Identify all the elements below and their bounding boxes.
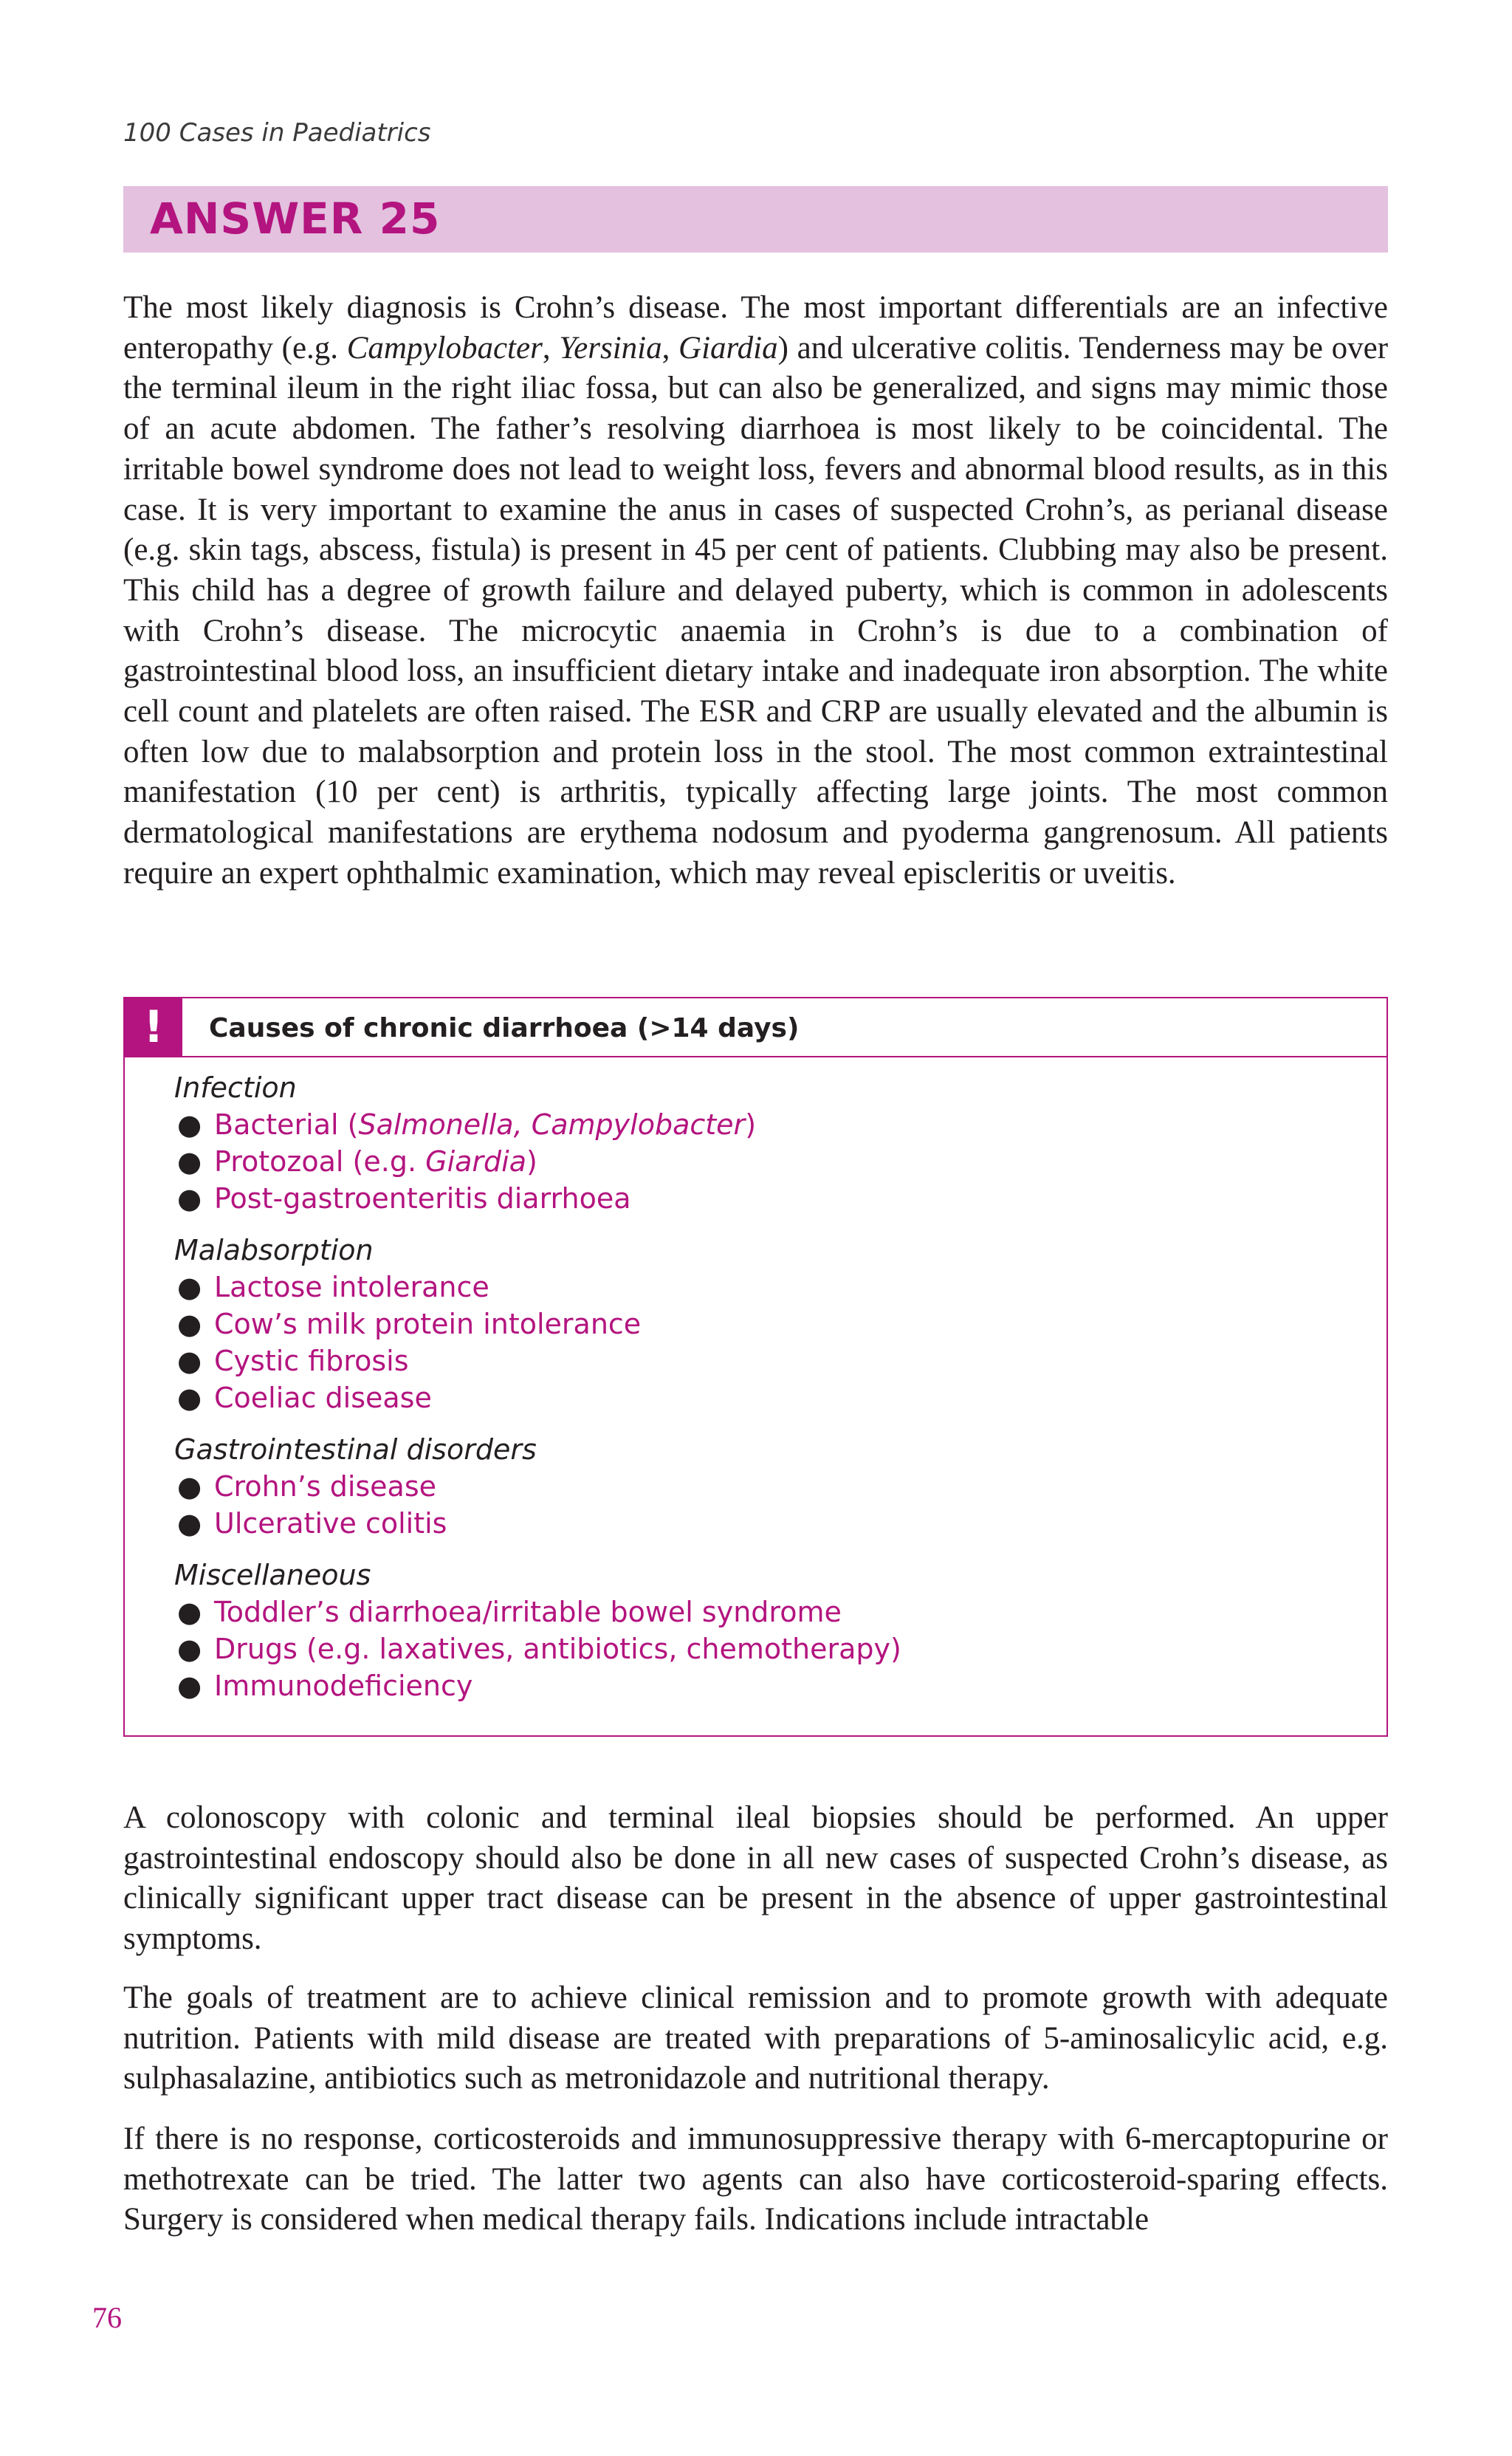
cause-item-italic: Giardia — [425, 1145, 527, 1178]
cause-item-after: ) — [745, 1108, 757, 1141]
bullet-icon: ● — [177, 1308, 202, 1340]
cause-list-item — [174, 1180, 901, 1217]
cause-list-item — [174, 1667, 901, 1704]
cause-group-heading: Infection — [174, 1071, 297, 1104]
cause-group-heading: Gastrointestinal disorders — [174, 1433, 537, 1466]
cause-item-text: Cystic fibrosis — [214, 1345, 409, 1377]
para1-text-c: , — [662, 330, 679, 366]
causes-box-title: Causes of chronic diarrhoea (>14 days) — [209, 1013, 800, 1043]
causes-box — [123, 997, 1388, 1737]
cause-item-text: Cow’s milk protein intolerance — [214, 1308, 642, 1340]
para1-italic-yersinia: Yersinia — [559, 330, 662, 366]
causes-box-body — [174, 1069, 901, 1719]
paragraph-diagnosis — [123, 288, 1388, 894]
cause-item-text: Protozoal (e.g. — [214, 1145, 426, 1178]
bullet-icon: ● — [177, 1633, 202, 1665]
exclamation-icon: ! — [125, 998, 182, 1056]
cause-item-text: Post-gastroenteritis diarrhoea — [214, 1182, 631, 1215]
para1-text-b: , — [542, 330, 560, 366]
cause-item-text: Ulcerative colitis — [214, 1507, 447, 1540]
cause-list-item — [174, 1306, 901, 1342]
paragraph-colonoscopy: A colonoscopy with colonic and terminal ileal biopsies should be performed. An upper gastrointestinal endoscopy should also be done in all new cases of suspected Crohn’s disease, as clinically significant upper tract disease can be present in the absence of upper gastrointestinal symptoms. — [123, 1800, 1388, 1957]
cause-item-text: Toddler’s diarrhoea/irritable bowel syndrome — [214, 1596, 842, 1628]
bullet-icon: ● — [177, 1345, 202, 1377]
cause-item-text: Lactose intolerance — [214, 1271, 489, 1303]
para1-italic-giardia: Giardia — [678, 330, 778, 366]
cause-group — [174, 1431, 901, 1542]
paragraph-treatment-goals: The goals of treatment are to achieve clinical remission and to promote growth with adequate nutrition. Patients with mild disease are treated with preparations of 5-aminosalicylic acid, e.g. sulphasalazine, antibiotics such as metronidazole and nutritional therapy. — [123, 1980, 1388, 2096]
bullet-icon: ● — [177, 1670, 202, 1702]
running-head: 100 Cases in Paediatrics — [123, 118, 431, 148]
page-number: 76 — [92, 2301, 122, 2334]
paragraph-no-response: If there is no response, corticosteroids and immunosuppressive therapy with 6-mercaptopurine or methotrexate can be tried. The latter two agents can also have corticosteroid-sparing effects. Surgery is considered when medical therapy fails. Indications include intractable — [123, 2121, 1388, 2237]
cause-group — [174, 1232, 901, 1416]
bullet-icon: ● — [177, 1182, 202, 1215]
cause-item-text: Immunodeficiency — [214, 1670, 473, 1702]
cause-list-item — [174, 1106, 901, 1143]
cause-list-item — [174, 1505, 901, 1542]
bullet-icon: ● — [177, 1596, 202, 1628]
bullet-icon: ● — [177, 1145, 202, 1178]
bullet-icon: ● — [177, 1507, 202, 1540]
cause-list-item — [174, 1143, 901, 1180]
cause-list-item — [174, 1342, 901, 1379]
cause-list — [174, 1106, 901, 1217]
cause-item-text: Crohn’s disease — [214, 1470, 437, 1503]
bullet-icon: ● — [177, 1470, 202, 1503]
para1-text-a: The most likely diagnosis is Crohn’s disease. The most important differentials are an infective enteropathy (e.g. — [123, 290, 1388, 366]
cause-item-text: Coeliac disease — [214, 1382, 432, 1414]
cause-list — [174, 1269, 901, 1416]
para1-text-d: ) and ulcerative colitis. Tenderness may be over the terminal ileum in the right iliac fossa, but can also be generalized, and signs may mimic those of an acute abdomen. The father’s resolving diarrhoea is most likely to be coincidental. The irritable bowel syndrome does not lead to weight loss, fevers and abnormal blood results, as in this case. It is very important to examine the anus in cases of suspected Crohn’s, as perianal disease (e.g. skin tags, abscess, fistula) is present in 45 per cent of patients. Clubbing may also be present. This child has a degree of growth failure and delayed puberty, which is common in adolescents with Crohn’s disease. The microcytic anaemia in Crohn’s is due to a combination of gastrointestinal blood loss, an insufficient dietary intake and inadequate iron absorption. The white cell count and platelets are often raised. The ESR and CRP are usually elevated and the albumin is often low due to malabsorption and protein loss in the stool. The most common extraintestinal manifestation (10 per cent) is arthritis, typically affecting large joints. The most common dermatological manifestations are erythema nodosum and pyoderma gangrenosum. All patients require an expert ophthalmic examination, which may reveal episcleritis or uveitis. — [123, 330, 1389, 891]
para1-italic-campylobacter: Campylobacter — [346, 330, 543, 366]
cause-group — [174, 1557, 901, 1704]
cause-item-text: Bacterial ( — [214, 1108, 359, 1141]
bullet-icon: ● — [177, 1382, 202, 1414]
cause-list-item — [174, 1269, 901, 1306]
cause-group-heading: Malabsorption — [174, 1234, 374, 1266]
answer-title: ANSWER 25 — [150, 193, 441, 244]
cause-group-heading: Miscellaneous — [174, 1559, 371, 1591]
cause-group — [174, 1069, 901, 1217]
answer-heading-bar — [123, 186, 1388, 253]
cause-list-item — [174, 1468, 901, 1505]
cause-list — [174, 1468, 901, 1542]
bullet-icon: ● — [177, 1271, 202, 1303]
cause-list-item — [174, 1630, 901, 1667]
bullet-icon: ● — [177, 1108, 202, 1141]
cause-list-item — [174, 1379, 901, 1416]
cause-item-text: Drugs (e.g. laxatives, antibiotics, chemotherapy) — [214, 1633, 901, 1665]
cause-list — [174, 1594, 901, 1704]
cause-item-italic: Salmonella, Campylobacter — [358, 1108, 746, 1141]
causes-box-header — [125, 998, 1386, 1057]
cause-item-after: ) — [526, 1145, 537, 1178]
cause-list-item — [174, 1594, 901, 1630]
